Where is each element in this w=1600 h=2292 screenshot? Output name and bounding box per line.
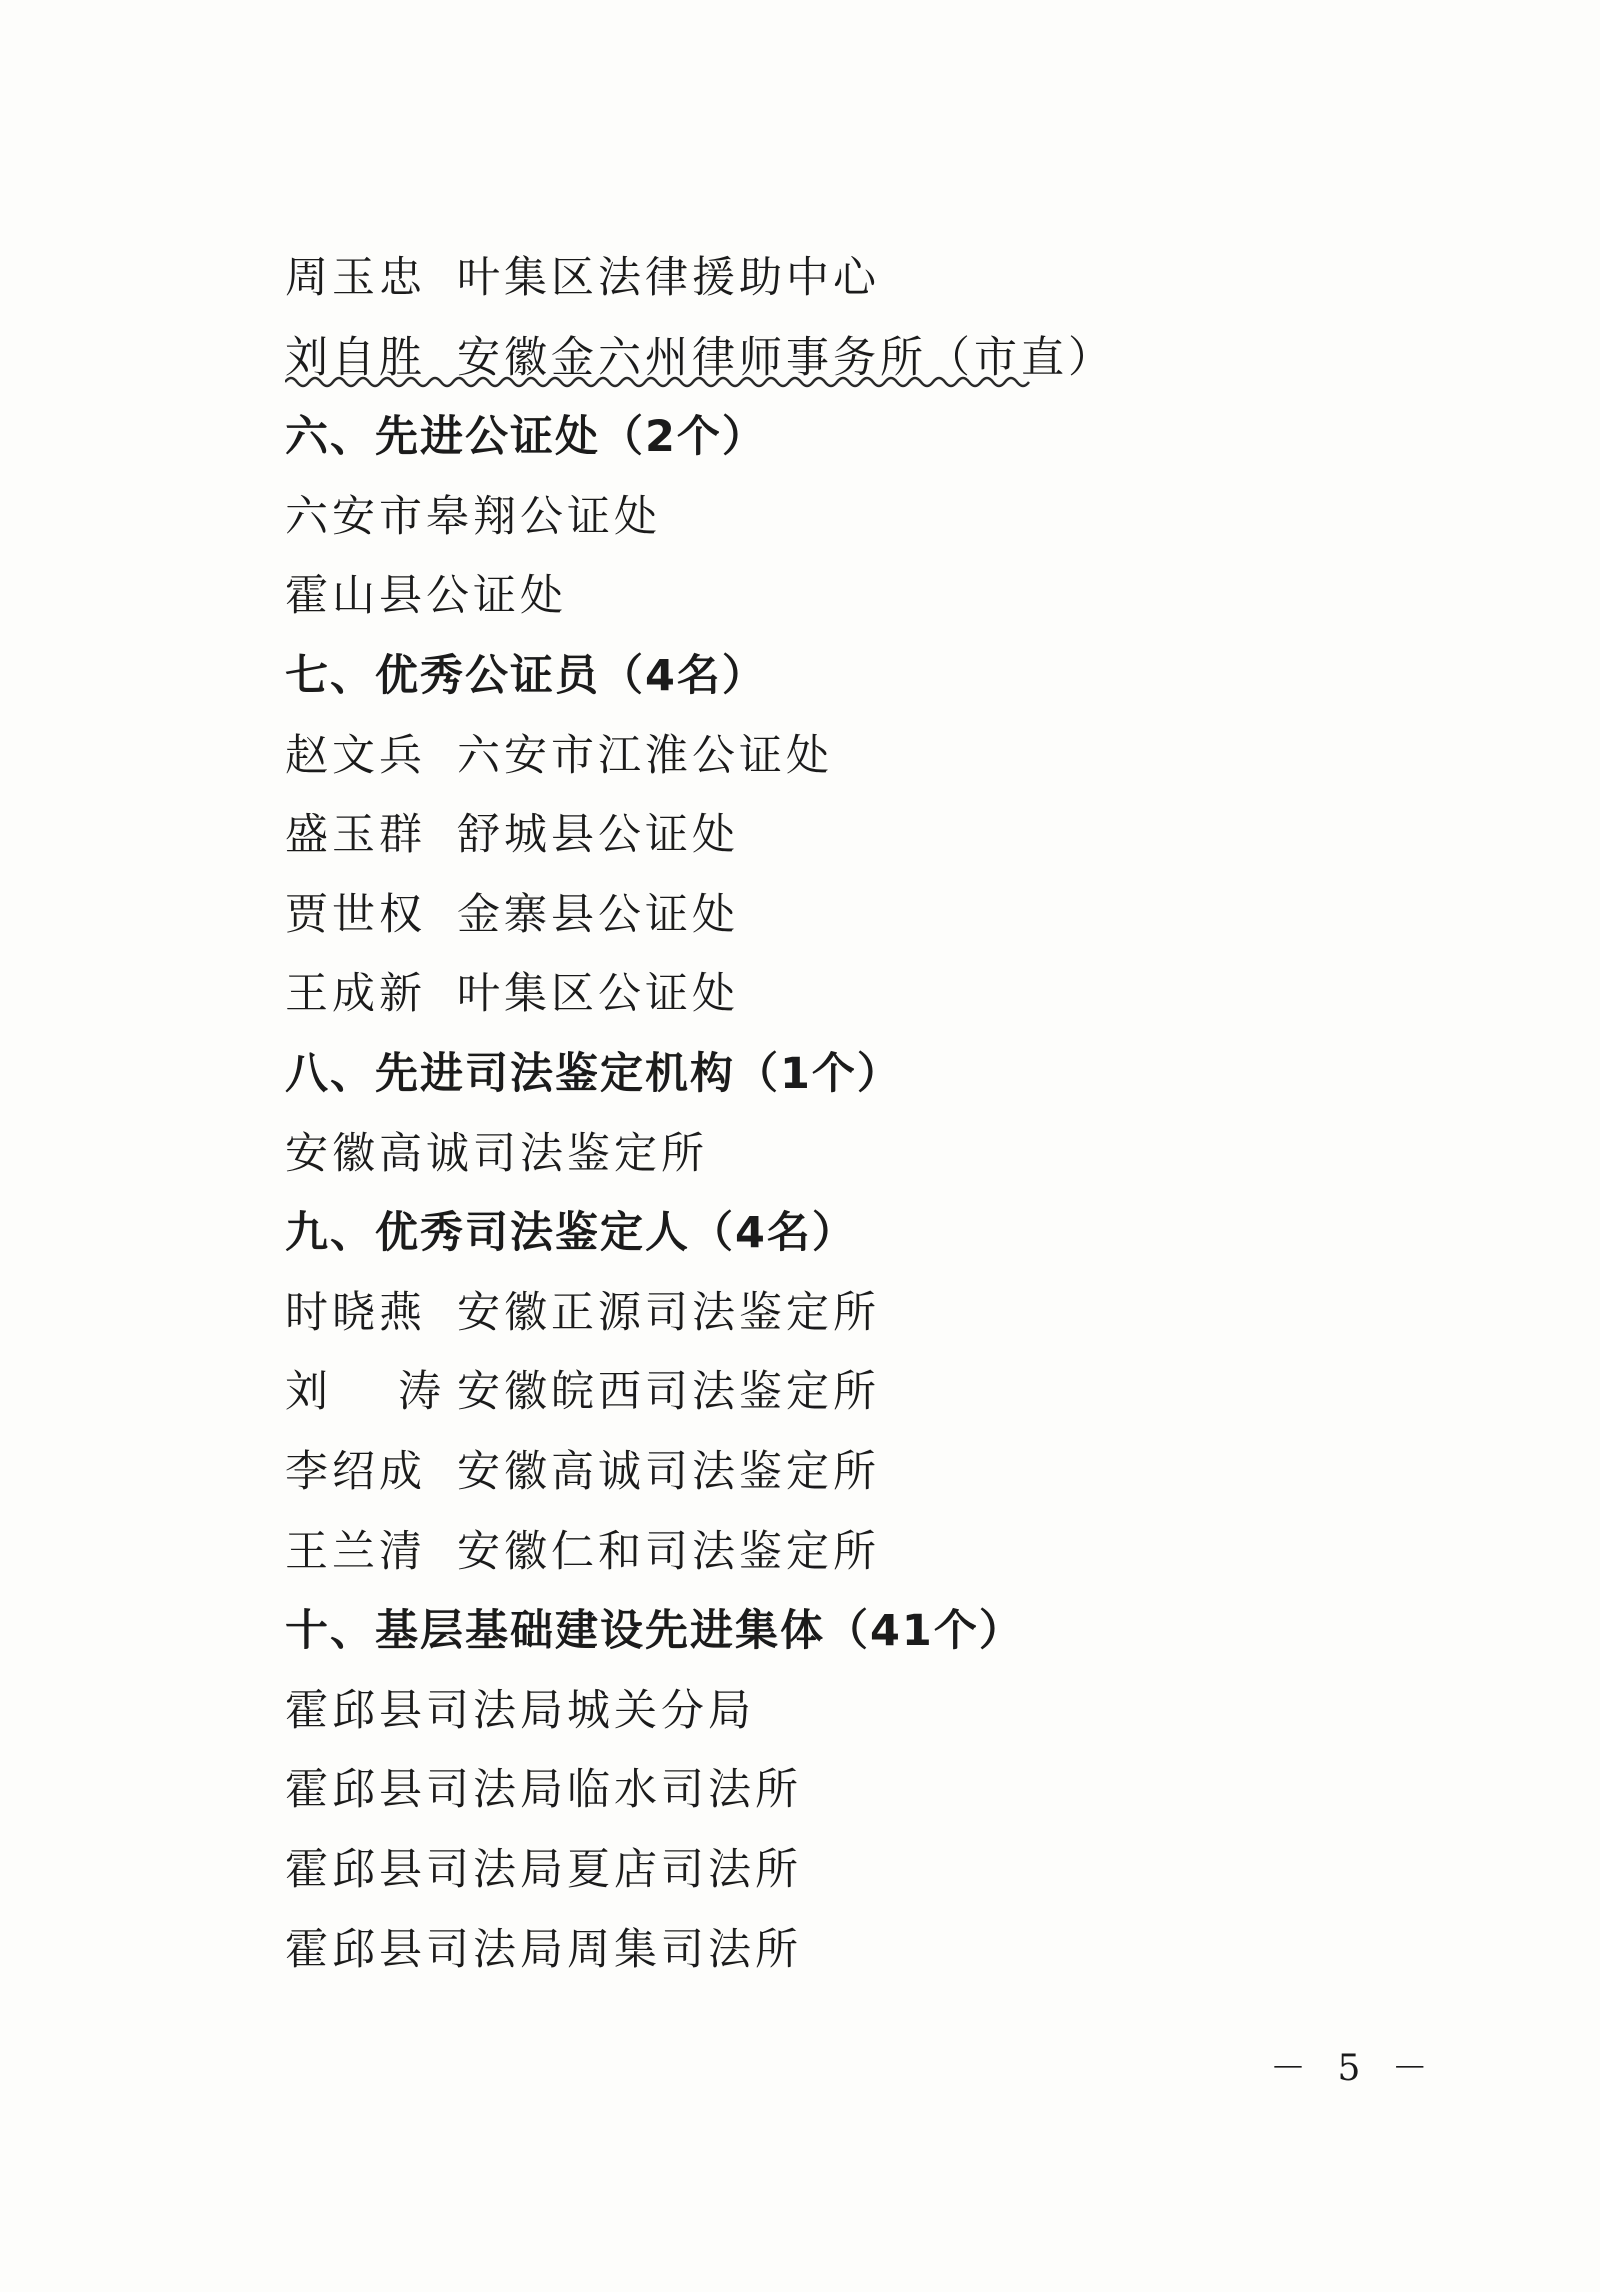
award-entry bbox=[285, 728, 833, 784]
recipient-name: 刘自胜 bbox=[285, 333, 426, 383]
recipient-name: 盛玉群 bbox=[285, 810, 426, 860]
handwritten-wavy-underline bbox=[285, 372, 1035, 398]
recipient-organization: 安徽高诚司法鉴定所 bbox=[457, 1447, 880, 1497]
recipient-organization: 舒城县公证处 bbox=[457, 810, 739, 860]
recipient-name: 刘涛 bbox=[285, 1367, 511, 1417]
organization-entry: 六安市皋翔公证处 bbox=[285, 492, 661, 542]
organization-entry: 霍邱县司法局夏店司法所 bbox=[285, 1845, 802, 1895]
organization-entry: 安徽高诚司法鉴定所 bbox=[285, 1129, 708, 1179]
award-entry bbox=[285, 966, 739, 1022]
recipient-name: 王兰清 bbox=[285, 1527, 426, 1577]
recipient-organization: 安徽正源司法鉴定所 bbox=[457, 1288, 880, 1338]
recipient-name: 周玉忠 bbox=[285, 253, 426, 303]
award-entry bbox=[285, 1364, 880, 1420]
section-heading: 七、优秀公证员（4名） bbox=[285, 651, 767, 701]
recipient-name: 李绍成 bbox=[285, 1447, 426, 1497]
recipient-organization: 安徽仁和司法鉴定所 bbox=[457, 1527, 880, 1577]
section-heading: 八、先进司法鉴定机构（1个） bbox=[285, 1049, 902, 1099]
recipient-name: 赵文兵 bbox=[285, 731, 426, 781]
organization-entry: 霍邱县司法局临水司法所 bbox=[285, 1765, 802, 1815]
organization-entry: 霍邱县司法局周集司法所 bbox=[285, 1925, 802, 1975]
page-number: － 5 － bbox=[1270, 2048, 1438, 2089]
recipient-name: 时晓燕 bbox=[285, 1288, 426, 1338]
recipient-organization: 叶集区法律援助中心 bbox=[457, 253, 880, 303]
section-heading: 九、优秀司法鉴定人（4名） bbox=[285, 1208, 857, 1258]
recipient-organization: 金寨县公证处 bbox=[457, 890, 739, 940]
recipient-organization: 叶集区公证处 bbox=[457, 969, 739, 1019]
recipient-organization: 六安市江淮公证处 bbox=[457, 731, 833, 781]
recipient-organization: 安徽金六州律师事务所（市直） bbox=[457, 333, 1115, 383]
award-entry bbox=[285, 250, 880, 306]
award-entry bbox=[285, 887, 739, 943]
section-heading: 十、基层基础建设先进集体（41个） bbox=[285, 1606, 1024, 1656]
recipient-organization: 安徽皖西司法鉴定所 bbox=[457, 1367, 880, 1417]
recipient-name: 王成新 bbox=[285, 969, 426, 1019]
section-heading: 六、先进公证处（2个） bbox=[285, 412, 767, 462]
award-entry bbox=[285, 1285, 880, 1341]
award-entry bbox=[285, 1444, 880, 1500]
award-entry bbox=[285, 807, 739, 863]
organization-entry: 霍山县公证处 bbox=[285, 571, 567, 621]
organization-entry: 霍邱县司法局城关分局 bbox=[285, 1686, 755, 1736]
award-entry bbox=[285, 1524, 880, 1580]
recipient-name: 贾世权 bbox=[285, 890, 426, 940]
